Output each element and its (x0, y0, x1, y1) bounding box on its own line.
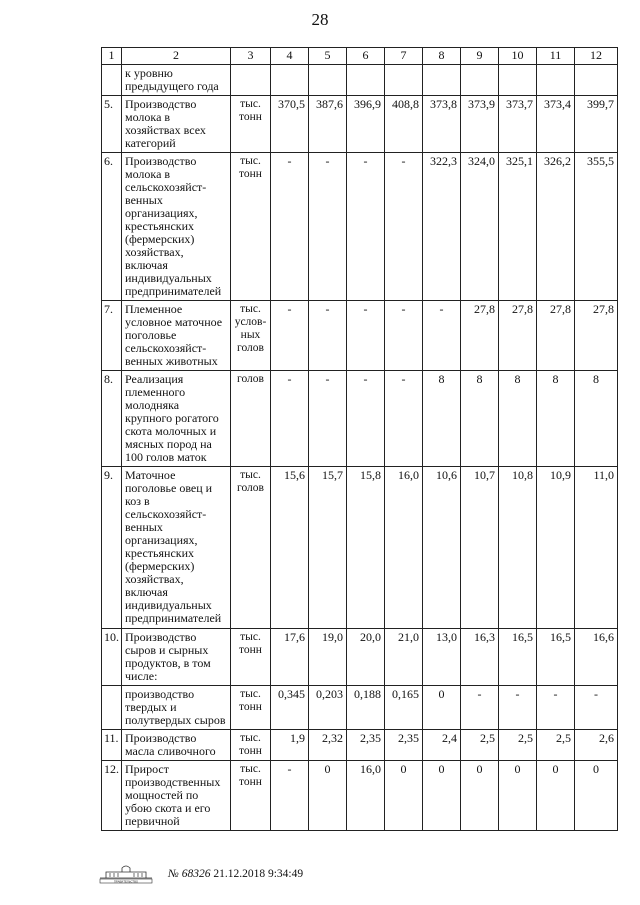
value-cell: - (271, 371, 309, 467)
value-cell (461, 65, 499, 96)
value-cell: 355,5 (575, 153, 618, 301)
value-cell: 2,4 (423, 730, 461, 761)
unit-cell: тыс. тонн (231, 761, 271, 831)
value-cell: 27,8 (575, 301, 618, 371)
value-cell: 17,6 (271, 629, 309, 686)
row-number: 10. (102, 629, 122, 686)
header-cell: 10 (499, 48, 537, 65)
value-cell: 0 (575, 761, 618, 831)
value-cell: 10,6 (423, 467, 461, 629)
value-cell: 2,32 (309, 730, 347, 761)
header-cell: 11 (537, 48, 575, 65)
value-cell: - (385, 371, 423, 467)
value-cell: 0 (461, 761, 499, 831)
unit-cell: тыс. тонн (231, 96, 271, 153)
unit-cell: голов (231, 371, 271, 467)
value-cell: 399,7 (575, 96, 618, 153)
value-cell: 396,9 (347, 96, 385, 153)
row-number (102, 686, 122, 730)
value-cell: - (309, 371, 347, 467)
value-cell: 322,3 (423, 153, 461, 301)
value-cell: - (271, 301, 309, 371)
unit-cell: тыс. услов-ных голов (231, 301, 271, 371)
indicator-name: Производство молока в хозяйствах всех категорий (122, 96, 231, 153)
row-number: 11. (102, 730, 122, 761)
table-row (102, 686, 618, 730)
value-cell (423, 65, 461, 96)
value-cell: 373,8 (423, 96, 461, 153)
header-cell: 7 (385, 48, 423, 65)
page-number: 28 (311, 10, 329, 29)
document-datetime: 21.12.2018 9:34:49 (213, 868, 304, 880)
government-building-logo (96, 864, 156, 884)
value-cell: 10,7 (461, 467, 499, 629)
value-cell: - (385, 153, 423, 301)
row-number: 5. (102, 96, 122, 153)
footer (96, 864, 396, 886)
value-cell: 325,1 (499, 153, 537, 301)
value-cell: - (347, 153, 385, 301)
value-cell: 373,4 (537, 96, 575, 153)
header-cell: 8 (423, 48, 461, 65)
header-cell: 4 (271, 48, 309, 65)
value-cell: 0 (499, 761, 537, 831)
value-cell: 0 (309, 761, 347, 831)
value-cell: 27,8 (499, 301, 537, 371)
value-cell: 2,5 (499, 730, 537, 761)
value-cell: - (309, 153, 347, 301)
unit-cell: тыс. тонн (231, 153, 271, 301)
header-cell: 3 (231, 48, 271, 65)
value-cell: - (575, 686, 618, 730)
value-cell: 8 (499, 371, 537, 467)
value-cell: 16,0 (347, 761, 385, 831)
value-cell: 10,8 (499, 467, 537, 629)
indicator-name: Производство сыров и сырных продуктов, в том числе: (122, 629, 231, 686)
value-cell: - (309, 301, 347, 371)
header-cell: 6 (347, 48, 385, 65)
value-cell: - (499, 686, 537, 730)
value-cell: 0 (423, 761, 461, 831)
header-cell: 12 (575, 48, 618, 65)
value-cell: 0,188 (347, 686, 385, 730)
value-cell (271, 65, 309, 96)
value-cell: 0,165 (385, 686, 423, 730)
value-cell: 8 (423, 371, 461, 467)
indicator-name: к уровню предыдущего года (122, 65, 231, 96)
value-cell: 16,3 (461, 629, 499, 686)
indicator-name: Производство масла сливочного (122, 730, 231, 761)
value-cell: 27,8 (537, 301, 575, 371)
svg-text:ПРАВИТЕЛЬСТВО: ПРАВИТЕЛЬСТВО (113, 879, 139, 884)
row-number: 6. (102, 153, 122, 301)
value-cell: - (537, 686, 575, 730)
value-cell: 16,5 (537, 629, 575, 686)
indicator-name: Маточное поголовье овец и коз в сельскохозяйст-венных организациях, крестьянских (фермерских) хозяйствах, включая индивидуальных предпринимателей (122, 467, 231, 629)
value-cell: 2,5 (461, 730, 499, 761)
value-cell: 13,0 (423, 629, 461, 686)
table-row (102, 761, 618, 831)
table-row (102, 96, 618, 153)
value-cell: - (385, 301, 423, 371)
value-cell: 16,5 (499, 629, 537, 686)
value-cell: 11,0 (575, 467, 618, 629)
table-row (102, 371, 618, 467)
row-number: 12. (102, 761, 122, 831)
table-row (102, 153, 618, 301)
value-cell: 21,0 (385, 629, 423, 686)
header-cell: 9 (461, 48, 499, 65)
value-cell: 370,5 (271, 96, 309, 153)
indicator-name: Племенное условное маточное поголовье сельскохозяйст-венных животных (122, 301, 231, 371)
indicator-name: производство твердых и полутвердых сыров (122, 686, 231, 730)
value-cell (575, 65, 618, 96)
value-cell (537, 65, 575, 96)
data-table (101, 47, 618, 831)
indicator-name: Прирост производственных мощностей по убою скота и его первичной (122, 761, 231, 831)
document-number: № 68326 (168, 868, 211, 880)
value-cell: 408,8 (385, 96, 423, 153)
value-cell: 19,0 (309, 629, 347, 686)
value-cell: - (347, 301, 385, 371)
indicator-name: Производство молока в сельскохозяйст-венных организациях, крестьянских (фермерских) хозяйствах, включая индивидуальных предпринимателей (122, 153, 231, 301)
value-cell (385, 65, 423, 96)
row-number: 7. (102, 301, 122, 371)
value-cell: 2,6 (575, 730, 618, 761)
unit-cell (231, 65, 271, 96)
value-cell: 2,35 (385, 730, 423, 761)
document-stamp (168, 868, 303, 880)
table-row (102, 65, 618, 96)
header-cell: 5 (309, 48, 347, 65)
value-cell: 8 (461, 371, 499, 467)
header-row (102, 48, 618, 65)
value-cell: 0,203 (309, 686, 347, 730)
table-row (102, 730, 618, 761)
value-cell: 27,8 (461, 301, 499, 371)
value-cell: 1,9 (271, 730, 309, 761)
value-cell: 324,0 (461, 153, 499, 301)
value-cell: - (423, 301, 461, 371)
value-cell: 373,9 (461, 96, 499, 153)
table-row (102, 467, 618, 629)
value-cell (347, 65, 385, 96)
value-cell: - (347, 371, 385, 467)
value-cell: 0 (385, 761, 423, 831)
value-cell: 387,6 (309, 96, 347, 153)
value-cell: - (271, 153, 309, 301)
value-cell: 373,7 (499, 96, 537, 153)
value-cell: 8 (575, 371, 618, 467)
value-cell: 15,6 (271, 467, 309, 629)
value-cell (499, 65, 537, 96)
header-cell: 1 (102, 48, 122, 65)
value-cell: 8 (537, 371, 575, 467)
table-row (102, 629, 618, 686)
value-cell: 0 (423, 686, 461, 730)
unit-cell: тыс. голов (231, 467, 271, 629)
value-cell: 16,0 (385, 467, 423, 629)
unit-cell: тыс. тонн (231, 686, 271, 730)
value-cell (309, 65, 347, 96)
row-number (102, 65, 122, 96)
value-cell: 0,345 (271, 686, 309, 730)
indicator-name: Реализация племенного молодняка крупного рогатого скота молочных и мясных пород на 100 голов маток (122, 371, 231, 467)
unit-cell: тыс. тонн (231, 730, 271, 761)
value-cell: 0 (537, 761, 575, 831)
value-cell: 10,9 (537, 467, 575, 629)
value-cell: 16,6 (575, 629, 618, 686)
value-cell: 15,8 (347, 467, 385, 629)
header-cell: 2 (122, 48, 231, 65)
value-cell: 15,7 (309, 467, 347, 629)
value-cell: - (461, 686, 499, 730)
value-cell: 20,0 (347, 629, 385, 686)
row-number: 9. (102, 467, 122, 629)
row-number: 8. (102, 371, 122, 467)
value-cell: 2,35 (347, 730, 385, 761)
value-cell: 2,5 (537, 730, 575, 761)
value-cell: 326,2 (537, 153, 575, 301)
unit-cell: тыс. тонн (231, 629, 271, 686)
value-cell: - (271, 761, 309, 831)
table-row (102, 301, 618, 371)
